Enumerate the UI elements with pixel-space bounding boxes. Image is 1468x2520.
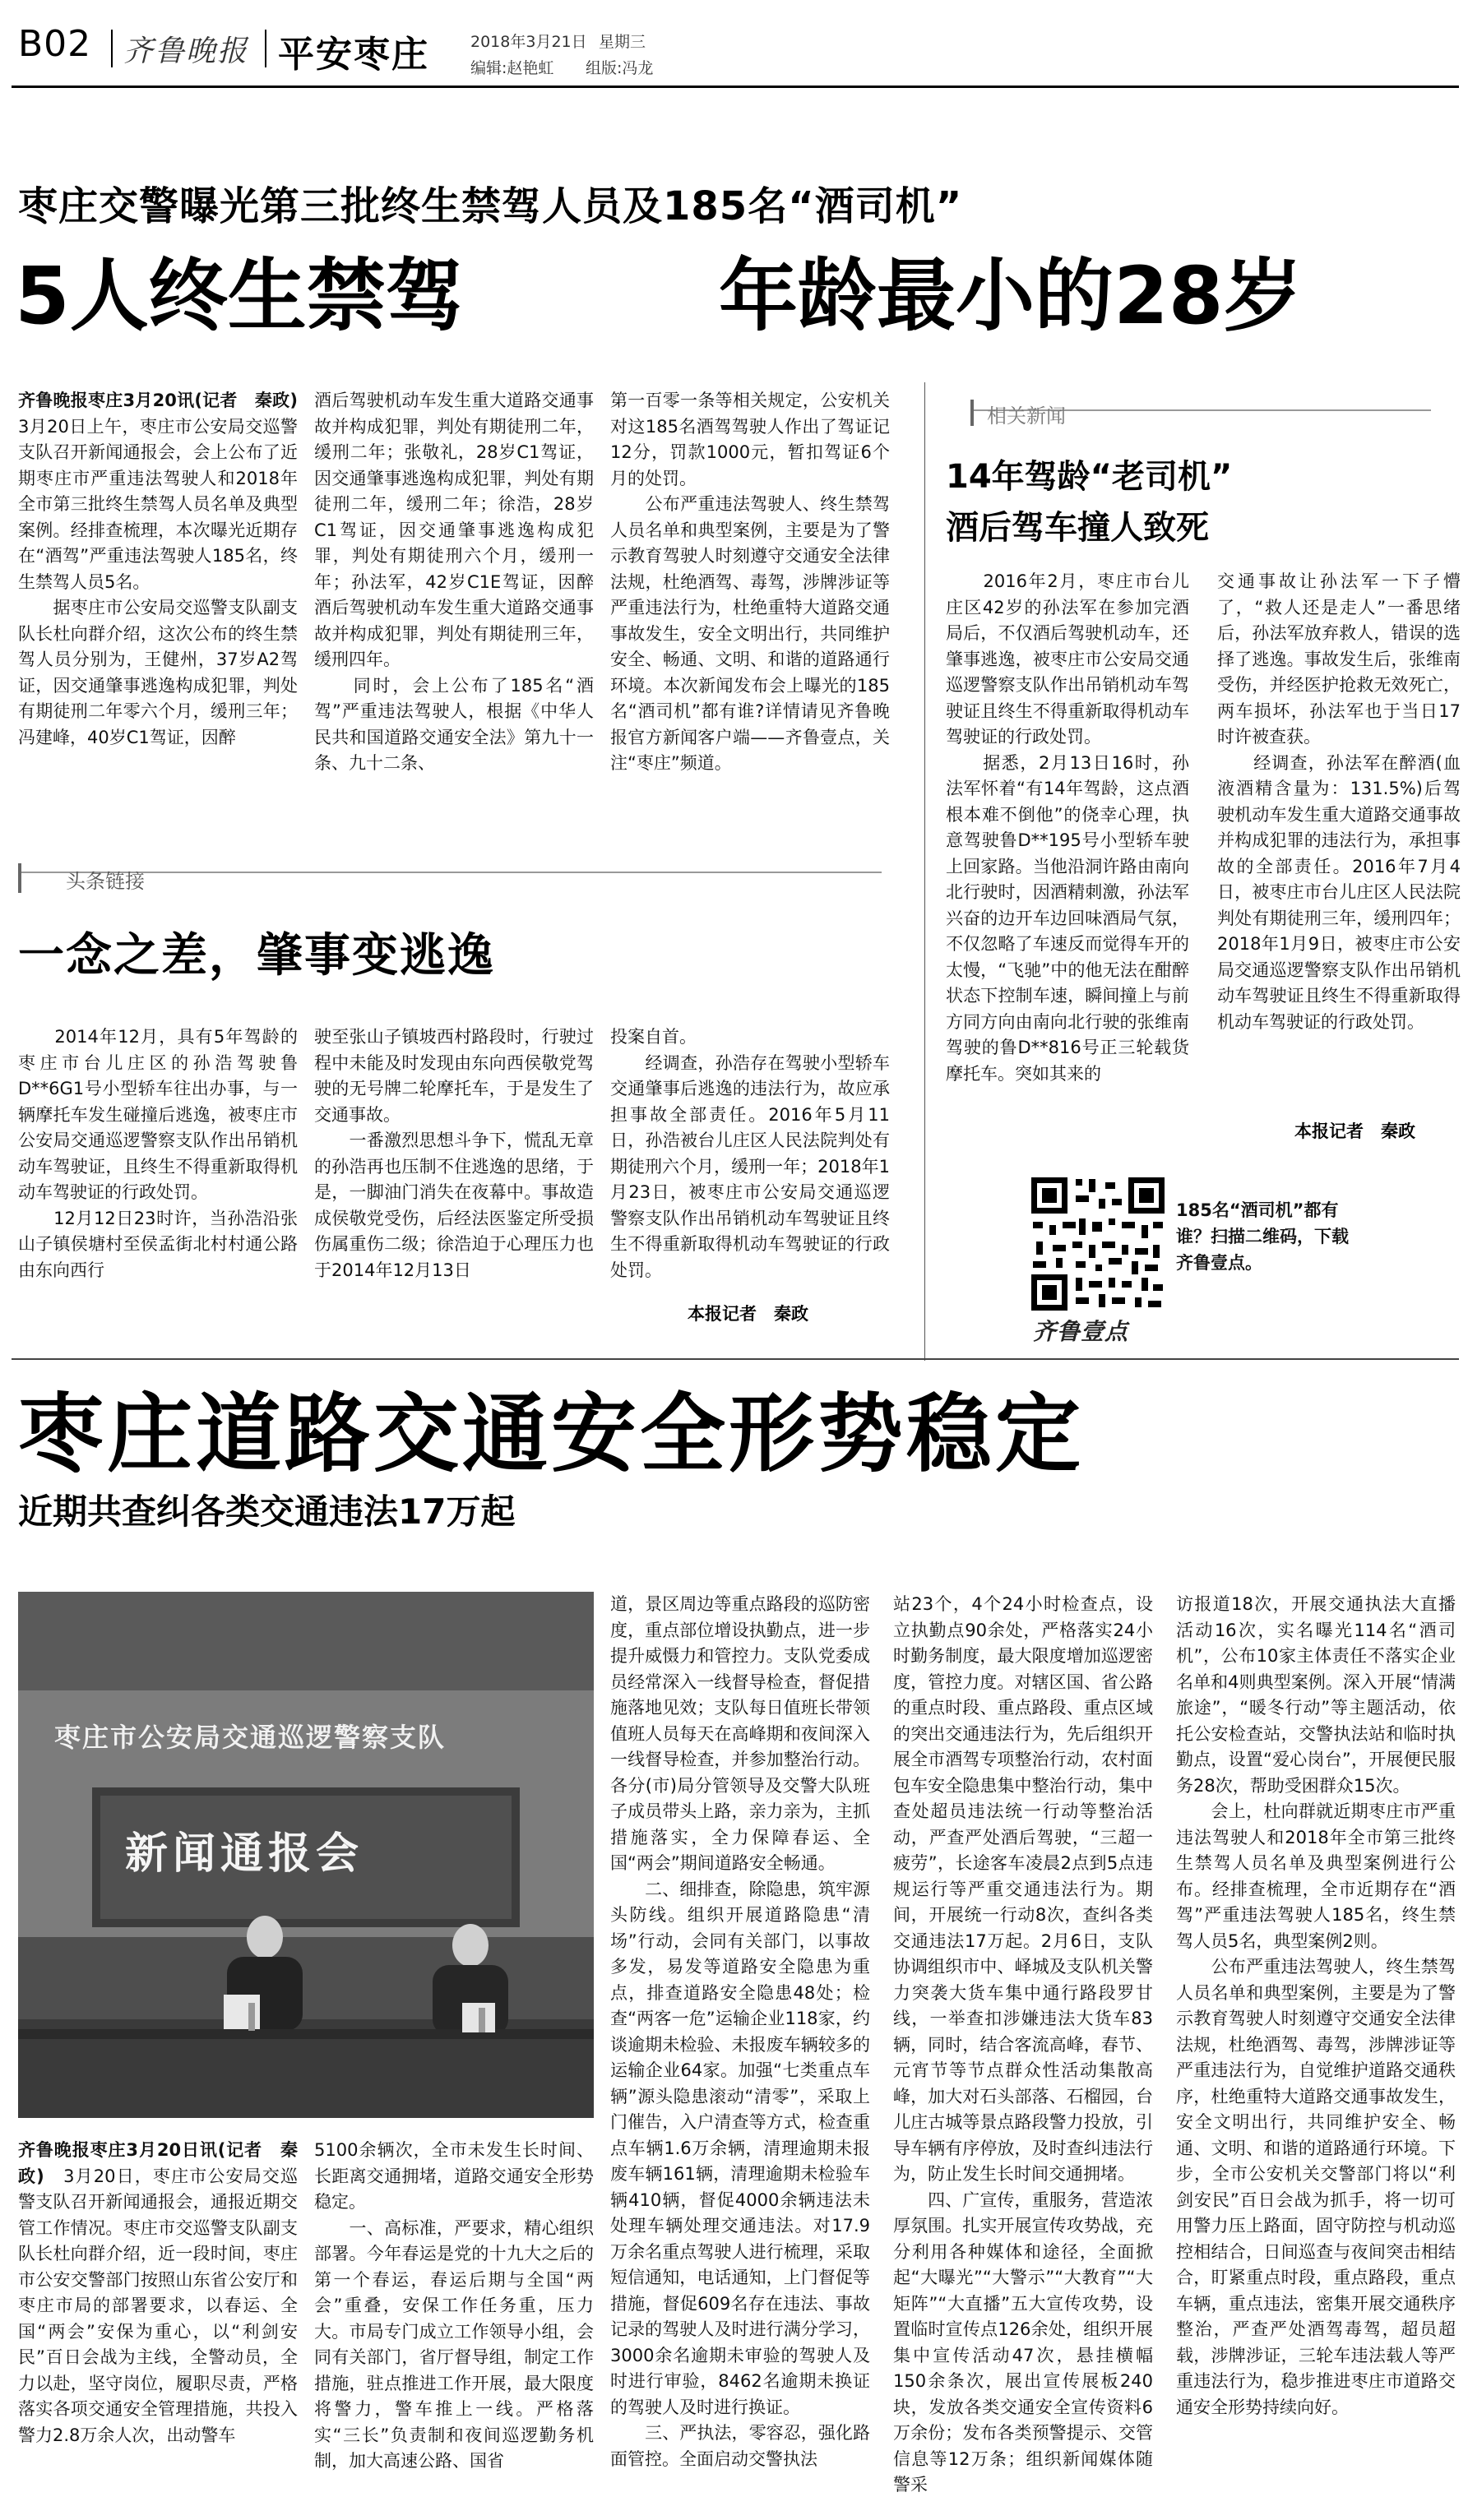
masthead-divider	[265, 30, 266, 67]
story2-column-1: 2014年12月，具有5年驾龄的枣庄市台儿庄区的孙浩驾驶鲁D**6G1号小型轿车往出办事，与一辆摩托车发生碰撞后逃逸，被枣庄市公安局交通巡逻警察支队作出吊销机动车驾驶证，且终生不得重新取得机动车驾驶证的行政处罚。 12月12日23时许，当孙浩沿张山子镇侯塘村至侯孟街北村村通公路由东向西行	[18, 1027, 298, 1280]
story2-kicker-bar	[18, 863, 21, 893]
story2-kicker: 头条链接	[66, 870, 145, 893]
story1-headline-b: 年龄最小的28岁	[719, 250, 1303, 342]
story1-col1-text: 3月20日上午，枣庄市公安局交巡警支队召开新闻通报会，会上公布了近期枣庄市严重违法驾驶人和2018年全市第三批终生禁驾人员名单及典型案例。经排查梳理，本次曝光近期存在“酒驾”严重违法驾驶人185名，终生禁驾人员5名。 据枣庄市公安局交巡警支队副支队长杜向群介绍，这次公布的终生禁驾人员分别为，王健州，37岁A2驾证，因交通肇事逃逸构成犯罪，判处有期徒刑二年零六个月，缓刑三年；冯建峰，40岁C1驾证，因醉	[18, 416, 298, 747]
story2-credit: 本报记者 秦政	[688, 1304, 808, 1324]
qr-brand-logo: 齐鲁壹点	[1033, 1318, 1129, 1345]
story1-byline: 齐鲁晚报枣庄3月20讯(记者 秦政)	[18, 391, 298, 410]
section-title: 平安枣庄	[278, 34, 429, 76]
story4-byline: 齐鲁晚报枣庄3月20日讯(记者 秦政)	[18, 2140, 298, 2186]
qr-code[interactable]	[1030, 1176, 1166, 1312]
story1-column-3: 第一百零一条等相关规定，公安机关对这185名酒驾驾驶人作出了驾证记12分，罚款1000元，暂扣驾证6个月的处罚。 公布严重违法驾驶人、终生禁驾人员名单和典型案例，主要是为了警示教育驾驶人时刻遵守交通安全法律法规，杜绝酒驾、毒驾，涉牌涉证等严重违法行为，杜绝重特大道路交通事故发生，安全文明出行，共同维护安全、畅通、文明、和谐的道路通行环境。本次新闻发布会上曝光的185名“酒司机”都有谁?详情请见齐鲁晚报官方新闻客户端——齐鲁壹点，关注“枣庄”频道。	[610, 391, 890, 773]
story3-headline-line2: 酒后驾车撞人致死	[946, 509, 1209, 547]
editor-credit: 编辑:赵艳虹	[470, 59, 554, 77]
story4-column-2: 5100余辆次，全市未发生长时间、长距离交通拥堵，道路交通安全形势稳定。 一、高标准，严要求，精心组织部署。今年春运是党的十九大之后的第一个春运，春运后期与全国“两会”重叠，安保工作任务重，压力大。市局专门成立工作领导小组，会同有关部门，省厅督导组，制定工作措施，驻点推进工作开展，最大限度将警力，警车推上一线。严格落实“三长”负责制和夜间巡逻勤务机制，加大高速公路、国省	[314, 2140, 594, 2471]
story4-headline: 枣庄道路交通安全形势稳定	[18, 1384, 1085, 1484]
story1-column-2: 酒后驾驶机动车发生重大道路交通事故并构成犯罪，判处有期徒刑二年，缓刑二年；张敬礼，28岁C1驾证，因交通肇事逃逸构成犯罪，判处有期徒刑二年，缓刑二年；徐浩，28岁C1驾证，因交通肇事逃逸构成犯罪，判处有期徒刑六个月，缓刑一年；孙法军，42岁C1E驾证，因醉酒后驾驶机动车发生重大道路交通事故并构成犯罪，判处有期徒刑三年，缓刑四年。 同时，会上公布了185名“酒驾”严重违法驾驶人，根据《中华人民共和国道路交通安全法》第九十一条、九十二条、	[314, 391, 594, 773]
story2-headline: 一念之差，肇事变逃逸	[18, 929, 495, 983]
qr-code-graphic	[1030, 1176, 1166, 1312]
story3-column-2: 交通事故让孙法军一下子懵了，“救人还是走人”一番思绪后，孙法军放弃救人，错误的选择了逃逸。事故发生后，张维南受伤，并经医护抢救无效死亡，两车损坏，孙法军也于当日17时许被查获。 经调查，孙法军在醉酒(血液酒精含量为：131.5%)后驾驶机动车发生重大道路交通事故并构成犯罪的违法行为，承担事故的全部责任。2016年7月4日，被枣庄市台儿庄区人民法院判处有期徒刑三年，缓刑四年；2018年1月9日，被枣庄市公安局交通巡逻警察支队作出吊销机动车驾驶证且终生不得重新取得机动车驾驶证的行政处罚。	[1217, 571, 1461, 1032]
story3-kicker-bar	[970, 400, 974, 426]
story2-kicker-rule	[18, 872, 882, 873]
story4-column-5: 访报道18次，开展交通执法大直播活动16次，实名曝光114名“酒司机”，公布10家主体责任不落实企业名单和4则典型案例。深入开展“情满旅途”，“暖冬行动”等主题活动，依托公安检查站，交警执法站和临时执勤点，设置“爱心岗台”，开展便民服务28次，帮助受困群众15次。 会上，杜向群就近期枣庄市严重违法驾驶人和2018年全市第三批终生禁驾人员名单及典型案例进行公布。经排查梳理，全市近期存在“酒驾”严重违法驾驶人185名，终生禁驾人员5名，典型案例2则。 公布严重违法驾驶人，终生禁驾人员名单和典型案例，主要是为了警示教育驾驶人时刻遵守交通安全法律法规，杜绝酒驾、毒驾，涉牌涉证等严重违法行为，自觉维护道路交通秩序，杜绝重特大道路交通事故发生，安全文明出行，共同维护安全、畅通、文明、和谐的道路通行环境。下步，全市公安机关交警部门将以“利剑安民”百日会战为抓手，将一切可用警力压上路面，固守防控与机动巡控相结合，日间巡查与夜间突击相结合，盯紧重点时段，重点路段，重点车辆，重点违法，密集开展交通秩序整治，严查严处酒驾毒驾，超员超载，涉牌涉证，三轮车违法载人等严重违法行为，稳步推进枣庄市道路交通安全形势持续向好。	[1176, 1594, 1456, 2417]
masthead-divider	[111, 30, 113, 67]
story3-credit: 本报记者 秦政	[1294, 1121, 1415, 1141]
masthead-rule	[12, 86, 1459, 88]
section-divider	[12, 1358, 1459, 1360]
story3-kicker: 相关新闻	[987, 405, 1066, 428]
story4-column-4: 站23个，4个24小时检查点，设立执勤点90余处，严格落实24小时勤务制度，最大限度增加巡逻密度，管控力度。对辖区国、省公路的重点时段、重点路段、重点区域的突出交通违法行为，先后组织开展全市酒驾专项整治行动，农村面包车安全隐患集中整治行动，集中查处超员违法统一行动等整治活动，严查严处酒后驾驶，“三超一疲劳”，长途客车凌晨2点到5点违规运行等严重交通违法行为。期间，开展统一行动8次，查纠各类交通违法17万起。2月6日，支队协调组织市中、峄城及支队机关警力突袭大货车集中通行路段罗甘线，一举查扣涉嫌违法大货车83辆，同时，结合客流高峰，春节、元宵节等节点群众性活动集散高峰，加大对石头部落、石榴园，台儿庄古城等景点路段警力投放，引导车辆有序停放，及时查纠违法行为，防止发生长时间交通拥堵。 四、广宣传，重服务，营造浓厚氛围。扎实开展宣传攻势战，充分利用各种媒体和途径，全面掀起“大曝光”“大警示”“大教育”“大矩阵”“大直播”五大宣传攻势，设置临时宣传点126余处，组织开展集中宣传活动47次，悬挂横幅150余条次，展出宣传展板240块，发放各类交通安全宣传资料6万余份；发布各类预警提示、交管信息等12万条；组织新闻媒体随警采	[893, 1594, 1153, 2495]
page-number: B02	[18, 23, 92, 65]
issue-date: 2018年3月21日	[470, 33, 587, 51]
photo-banner-text: 枣庄市公安局交通巡逻警察支队	[54, 1722, 447, 1753]
story1-headline-a: 5人终生禁驾	[15, 250, 465, 342]
story4-subhead: 近期共查纠各类交通违法17万起	[18, 1491, 516, 1532]
press-conference-photo	[18, 1592, 594, 2118]
qr-caption: 185名“酒司机”都有谁？扫描二维码，下载齐鲁壹点。	[1176, 1200, 1349, 1273]
issue-weekday: 星期三	[599, 33, 646, 51]
story4-column-3: 道，景区周边等重点路段的巡防密度，重点部位增设执勤点，进一步提升威慑力和管控力。支队党委成员经常深入一线督导检查，督促措施落地见效；支队每日值班长带领值班人员每天在高峰期和夜间深入一线督导检查，并参加整治行动。各分(市)局分管领导及交警大队班子成员带头上路，亲力亲为，主抓措施落实，全力保障春运、全国“两会”期间道路安全畅通。 二、细排查，除隐患，筑牢源头防线。组织开展道路隐患“清场”行动，会同有关部门，以事故多发，易发等道路安全隐患为重点，排查道路安全隐患48处；检查“两客一危”运输企业118家，约谈逾期未检验、未报废车辆较多的运输企业64家。加强“七类重点车辆”源头隐患滚动“清零”，采取上门催告，入户清查等方式，检查重点车辆1.6万余辆，清理逾期未报废车辆161辆，清理逾期未检验车辆410辆，督促4000余辆违法未处理车辆处理交通违法。对17.9万余名重点驾驶人进行梳理，采取短信通知，电话通知，上门督促等措施，督促609名存在违法、事故记录的驾驶人及时进行满分学习，3000余名逾期未审验的驾驶人及时进行审验，8462名逾期未换证的驾驶人及时进行换证。 三、严执法，零容忍，强化路面管控。全面启动交警执法	[610, 1594, 870, 2469]
story4-lead-text: 3月20日，枣庄市公安局交巡警支队召开新闻通报会，通报近期交管工作情况。枣庄市交巡警支队副支队长杜向群介绍，近一段时间，枣庄市公安交警部门按照山东省公安厅和枣庄市局的部署要求，以春运、全国“两会”安保为重心，以“利剑安民”百日会战为主线，全警动员，全力以赴，坚守岗位，履职尽责，严格落实各项交通安全管理措施，共投入警力2.8万余人次，出动警车	[18, 2166, 298, 2445]
story4-lead-column	[18, 2138, 298, 2516]
story3-column-1: 2016年2月，枣庄市台儿庄区42岁的孙法军在参加完酒局后，不仅酒后驾驶机动车，还肇事逃逸，被枣庄市公安局交通巡逻警察支队作出吊销机动车驾驶证且终生不得重新取得机动车驾驶证的行政处罚。 据悉，2月13日16时，孙法军怀着“有14年驾龄，这点酒根本难不倒他”的侥幸心理，执意驾驶鲁D**195号小型轿车驶上回家路。当他沿洞许路由南向北行驶时，因酒精刺激，孙法军兴奋的边开车边回味酒局气氛，不仅忽略了车速反而觉得车开的太慢，“飞驰”中的他无法在酣醉状态下控制车速，瞬间撞上与前方同方向由南向北行驶的张维南驾驶的鲁D**816号正三轮载货摩托车。突如其来的	[946, 571, 1189, 1084]
photo-screen-text: 新闻通报会	[125, 1829, 364, 1879]
story2-column-3: 投案自首。 经调查，孙浩存在驾驶小型轿车交通肇事后逃逸的违法行为，故应承担事故全部责任。2016年5月11日，孙浩被台儿庄区人民法院判处有期徒刑六个月，缓刑一年；2018年1月23日，被枣庄市公安局交通巡逻警察支队作出吊销机动车驾驶证且终生不得重新取得机动车驾驶证的行政处罚。	[610, 1027, 890, 1280]
story3-headline-line1: 14年驾龄“老司机”	[946, 458, 1233, 496]
designer-credit: 组版:冯龙	[586, 59, 654, 77]
story2-column-2: 驶至张山子镇坡西村路段时，行驶过程中未能及时发现由东向西侯敬党驾驶的无号牌二轮摩托车，于是发生了交通事故。 一番激烈思想斗争下，慌乱无章的孙浩再也压制不住逃逸的思绪，于是，一脚油门消失在夜幕中。事故造成侯敬党受伤，后经法医鉴定所受损伤属重伤二级；徐浩迫于心理压力也于2014年12月13日	[314, 1027, 594, 1280]
column-separator	[924, 382, 925, 1361]
story1-column-1	[18, 388, 298, 832]
masthead	[0, 0, 1468, 82]
story1-subhead: 枣庄交警曝光第三批终生禁驾人员及185名“酒司机”	[18, 183, 963, 229]
paper-logo: 齐鲁晚报	[123, 35, 249, 68]
